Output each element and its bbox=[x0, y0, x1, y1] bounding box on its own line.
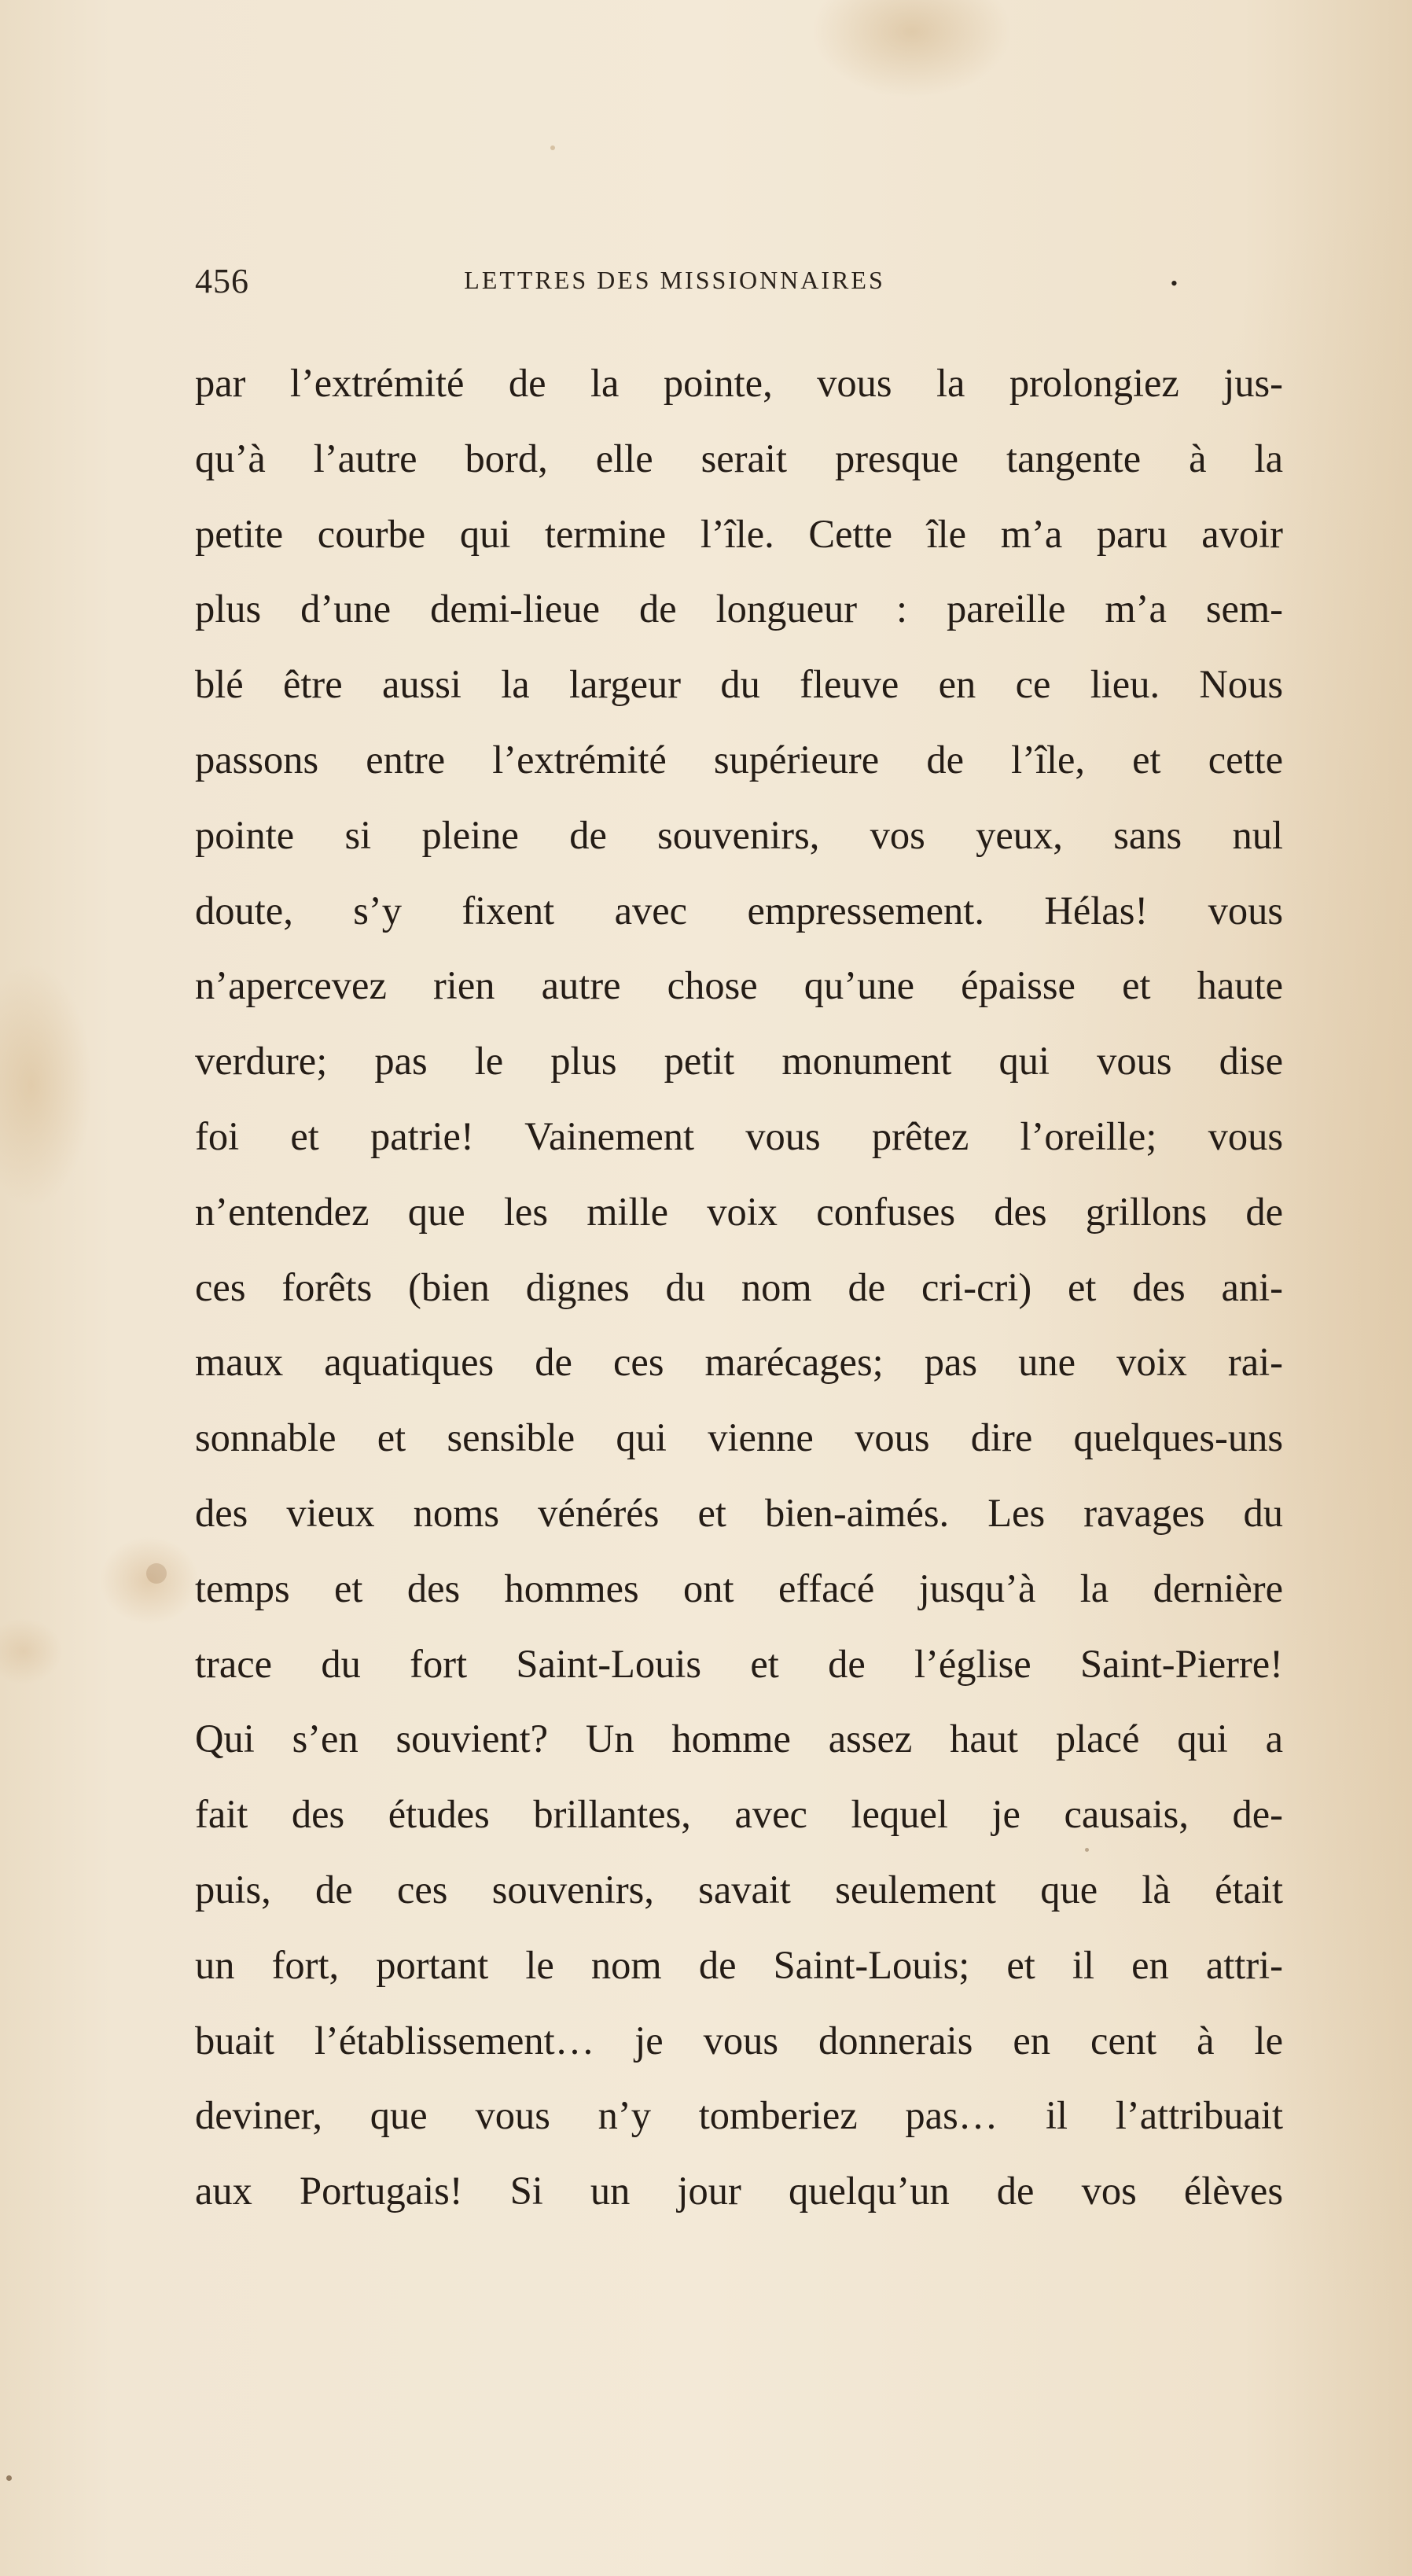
text-line: des vieux noms vénérés et bien-aimés. Les ravages du bbox=[195, 1490, 1283, 1535]
text-line: deviner, que vous n’y tomberiez pas… il l’attribuait bbox=[195, 2093, 1283, 2138]
text-line: un fort, portant le nom de Saint-Louis; et il en attri- bbox=[195, 1942, 1283, 1987]
text-line: puis, de ces souvenirs, savait seulement que là était bbox=[195, 1867, 1283, 1912]
text-line: n’entendez que les mille voix confuses des grillons de bbox=[195, 1189, 1283, 1234]
text-line: buait l’établissement… je vous donnerais en cent à le bbox=[195, 2018, 1283, 2063]
text-line: pointe si pleine de souvenirs, vos yeux, sans nul bbox=[195, 812, 1283, 857]
text-line: temps et des hommes ont effacé jusqu’à la dernière bbox=[195, 1566, 1283, 1610]
text-line: sonnable et sensible qui vienne vous dire quelques-uns bbox=[195, 1415, 1283, 1460]
page-number: 456 bbox=[195, 262, 249, 300]
text-line: aux Portugais! Si un jour quelqu’un de vos élèves bbox=[195, 2169, 1283, 2214]
running-head: LETTRES DES MISSIONNAIRES bbox=[464, 266, 885, 294]
body-text bbox=[195, 346, 1283, 2229]
text-line: blé être aussi la largeur du fleuve en ce lieu. Nous bbox=[195, 662, 1283, 707]
text-line: maux aquatiques de ces marécages; pas une voix rai- bbox=[195, 1340, 1283, 1385]
text-line: fait des études brillantes, avec lequel je causais, de- bbox=[195, 1792, 1283, 1837]
text-line: passons entre l’extrémité supérieure de l’île, et cette bbox=[195, 737, 1283, 782]
stain-spot bbox=[146, 1563, 167, 1584]
text-line: trace du fort Saint-Louis et de l’église Saint-Pierre! bbox=[195, 1641, 1283, 1686]
stain-spot bbox=[550, 145, 555, 150]
text-line: plus d’une demi-lieue de longueur : pareille m’a sem- bbox=[195, 587, 1283, 631]
text-line: ces forêts (bien dignes du nom de cri-cri) et des ani- bbox=[195, 1264, 1283, 1309]
text-line: doute, s’y fixent avec empressement. Hélas! vous bbox=[195, 888, 1283, 933]
text-line: Qui s’en souvient? Un homme assez haut placé qui a bbox=[195, 1717, 1283, 1761]
text-line: foi et patrie! Vainement vous prêtez l’oreille; vous bbox=[195, 1113, 1283, 1158]
text-line: verdure; pas le plus petit monument qui vous dise bbox=[195, 1039, 1283, 1084]
header-mark: • bbox=[1170, 272, 1178, 295]
text-line: qu’à l’autre bord, elle serait presque tangente à la bbox=[195, 436, 1283, 480]
text-line: par l’extrémité de la pointe, vous la prolongiez jus- bbox=[195, 361, 1283, 405]
stain-spot bbox=[6, 2475, 12, 2481]
text-line: n’apercevez rien autre chose qu’une épaisse et haute bbox=[195, 963, 1283, 1008]
text-line: petite courbe qui termine l’île. Cette île m’a paru avoir bbox=[195, 511, 1283, 556]
page-header bbox=[195, 261, 1178, 308]
